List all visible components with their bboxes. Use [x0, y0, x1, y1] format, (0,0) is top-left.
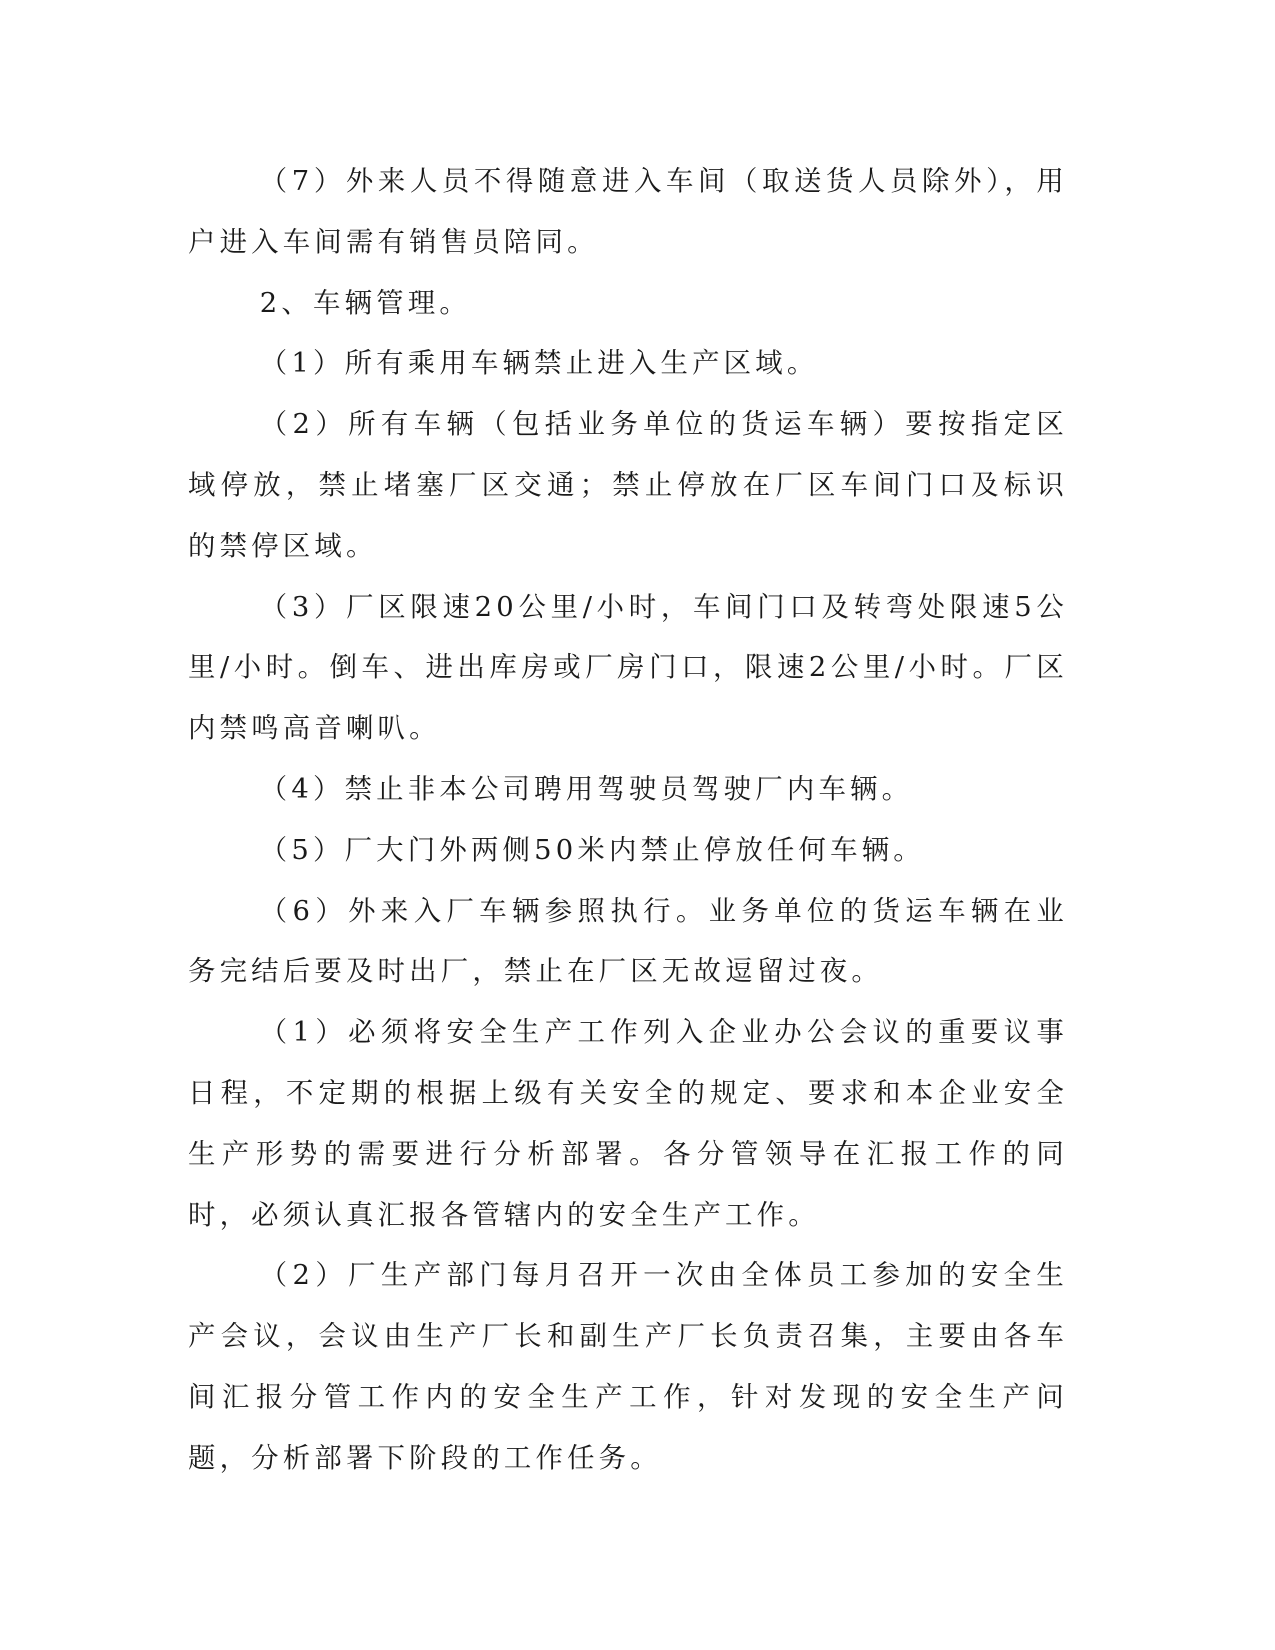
paragraph-vehicle-rule-3: （3）厂区限速20公里/小时，车间门口及转弯处限速5公里/小时。倒车、进出库房或厂房门口，限速2公里/小时。厂区内禁鸣高音喇叭。 [188, 591, 1068, 745]
paragraph-safety-meeting-rule-2: （2）厂生产部门每月召开一次由全体员工参加的安全生产会议，会议由生产厂长和副生产厂长负责召集，主要由各车间汇报分管工作内的安全生产工作，针对发现的安全生产问题，分析部署下阶段的工作任务。 [188, 1260, 1068, 1474]
paragraph-safety-meeting-rule-1: （1）必须将安全生产工作列入企业办公会议的重要议事日程，不定期的根据上级有关安全的规定、要求和本企业安全生产形势的需要进行分析部署。各分管领导在汇报工作的同时，必须认真汇报各管辖内的安全生产工作。 [188, 1017, 1068, 1231]
paragraph-vehicle-rule-2: （2）所有车辆（包括业务单位的货运车辆）要按指定区域停放，禁止堵塞厂区交通；禁止停放在厂区车间门口及标识的禁停区域。 [188, 409, 1068, 562]
document-body [188, 152, 1068, 1490]
paragraph-vehicle-rule-6: （6）外来入厂车辆参照执行。业务单位的货运车辆在业务完结后要及时出厂，禁止在厂区无故逗留过夜。 [188, 895, 1068, 988]
section-heading-vehicle-management: 2、车辆管理。 [259, 287, 471, 319]
paragraph-vehicle-rule-5: （5）厂大门外两侧50米内禁止停放任何车辆。 [259, 834, 925, 866]
paragraph-vehicle-rule-1: （1）所有乘用车辆禁止进入生产区域。 [259, 348, 819, 380]
paragraph-vehicle-rule-4: （4）禁止非本公司聘用驾驶员驾驶厂内车辆。 [259, 773, 914, 805]
paragraph-visitor-rule-7: （7）外来人员不得随意进入车间（取送货人员除外），用户进入车间需有销售员陪同。 [188, 166, 1068, 258]
